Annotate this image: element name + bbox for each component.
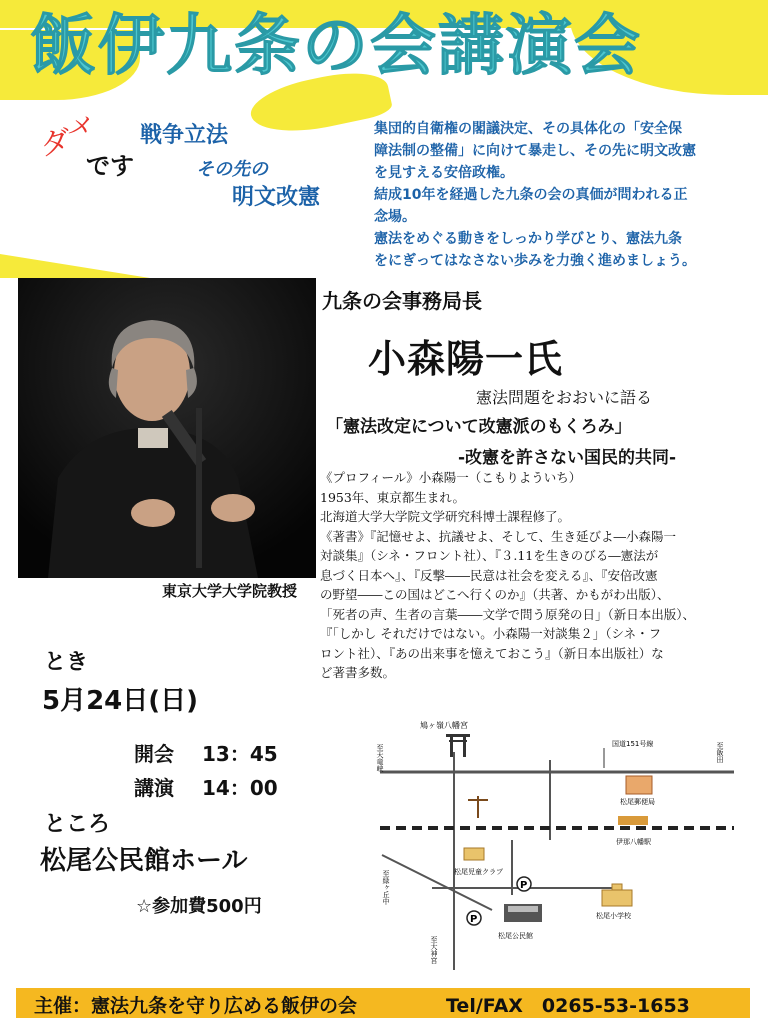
- intro-line: を見すえる安倍政権。: [374, 165, 514, 181]
- intro-line: 障法制の整備」に向けて暴走し、その先に明文改憲: [374, 143, 696, 159]
- time-label: とき: [44, 650, 89, 675]
- slogan-desu: です: [86, 152, 134, 180]
- map-label-left-mid: 至緑ヶ丘中: [382, 870, 390, 905]
- lecture-label: 講演: [134, 776, 174, 800]
- event-date: 5月24日(日): [42, 686, 199, 716]
- map-drawing: [372, 720, 742, 982]
- page-title: 飯伊九条の会講演会: [30, 7, 642, 84]
- intro-line: 念場。: [374, 209, 416, 225]
- speaker-photo-drawing: [18, 278, 316, 578]
- entry-fee: ☆参加費500円: [136, 896, 262, 917]
- map-label-left-top: 至天竜峡: [376, 744, 384, 772]
- parking-label-1: P: [520, 880, 528, 891]
- intro-line: をにぎってはなさない歩みを力強く進めましょう。: [374, 253, 696, 269]
- map-label-kominkan: 松尾公民館: [498, 932, 533, 940]
- yellow-splash-left-mid: [0, 238, 150, 278]
- map-label-station: 伊那八幡駅: [616, 838, 651, 846]
- map-road-diagonal: [382, 855, 492, 910]
- speaker-photo: [18, 278, 316, 578]
- place-label: ところ: [44, 812, 111, 837]
- profile-line: 息づく日本へ』、『反撃――民意は社会を変える』、『安倍改憲: [320, 567, 658, 583]
- parking-label-2: P: [470, 914, 478, 925]
- map-label-kids-club: 松尾児童クラブ: [454, 868, 503, 876]
- open-label: 開会: [134, 742, 174, 766]
- footer-bar: [16, 988, 750, 1018]
- photo-caption: 東京大学大学院教授: [162, 582, 298, 600]
- slogan-beyond: その先の: [196, 159, 268, 180]
- slogan-war-law: 戦争立法: [140, 123, 229, 148]
- profile-line: 『「しかし それだけではない。小森陽一対談集２」（シネ・フ: [320, 626, 662, 641]
- slogan-dame-2: メ: [65, 109, 96, 144]
- map-label-route151: 国道151号線: [612, 740, 654, 748]
- slogan-dame-1: ダ: [38, 124, 73, 163]
- venue-map: [372, 720, 742, 982]
- slogan-amendment: 明文改憲: [232, 185, 321, 210]
- intro-line: 集団的自衛権の閣議決定、その具体化の「安全保: [374, 121, 682, 137]
- speaker-profile: [320, 468, 748, 683]
- open-time: 13：45: [202, 742, 278, 766]
- intro-line: 憲法をめぐる動きをしっかり学びとり、憲法九条: [374, 231, 682, 247]
- footer-tel: Tel/FAX 0265-53-1653: [446, 995, 690, 1017]
- map-label-shrine: 鳩ヶ嶺八幡宮: [420, 721, 468, 730]
- post-office-icon: [626, 776, 652, 794]
- profile-line: の野望――この国はどこへ行くのか』（共著、かもがわ出版）、: [320, 587, 670, 602]
- profile-line: 《著書》『記憶せよ、抗議せよ、そして、生き延びよ―小森陽一: [320, 528, 677, 544]
- shrine-icon: [446, 734, 470, 757]
- profile-line: 対談集』（シネ・フロント社）、『３.11を生きのびる―憲法が: [320, 548, 659, 563]
- tree-icon: [468, 796, 488, 818]
- map-label-bottom: 至大神宮: [430, 936, 438, 964]
- map-label-school: 松尾小学校: [596, 912, 631, 920]
- speaker-name: 小森陽一氏: [368, 337, 564, 381]
- kominkan-icon: [504, 904, 542, 922]
- talk-subtitle: -改憲を許さない国民的共同-: [458, 448, 677, 468]
- profile-line: ど著書多数。: [320, 665, 396, 680]
- profile-line: 1953年、東京都生まれ。: [320, 489, 466, 505]
- talk-intro: 憲法問題をおおいに語る: [476, 388, 653, 407]
- profile-line: ロント社）、『あの出来事を憶えておこう』（新日本出版社）な: [320, 645, 664, 661]
- map-label-right-top: 至飯田: [716, 742, 724, 763]
- profile-line: 《プロフィール》小森陽一（こもりよういち）: [320, 470, 582, 485]
- lecture-time: 14：00: [202, 776, 278, 800]
- profile-line: 北海道大学大学院文学研究科博士課程修了。: [320, 509, 571, 524]
- station-icon: [618, 816, 648, 825]
- footer-organizer: 主催：憲法九条を守り広める飯伊の会: [34, 995, 358, 1017]
- intro-text: [374, 118, 734, 272]
- kids-club-icon: [464, 848, 484, 860]
- speaker-role: 九条の会事務局長: [322, 289, 482, 313]
- intro-line: 結成10年を経過した九条の会の真価が問われる正: [374, 187, 688, 203]
- map-label-post-office: 松尾郵便局: [620, 798, 655, 806]
- talk-title: 「憲法改定について改憲派のもくろみ」: [326, 417, 632, 437]
- profile-line: 「死者の声、生者の言葉――文学で問う原発の日」（新日本出版）、: [320, 606, 696, 622]
- venue-name: 松尾公民館ホール: [40, 846, 248, 876]
